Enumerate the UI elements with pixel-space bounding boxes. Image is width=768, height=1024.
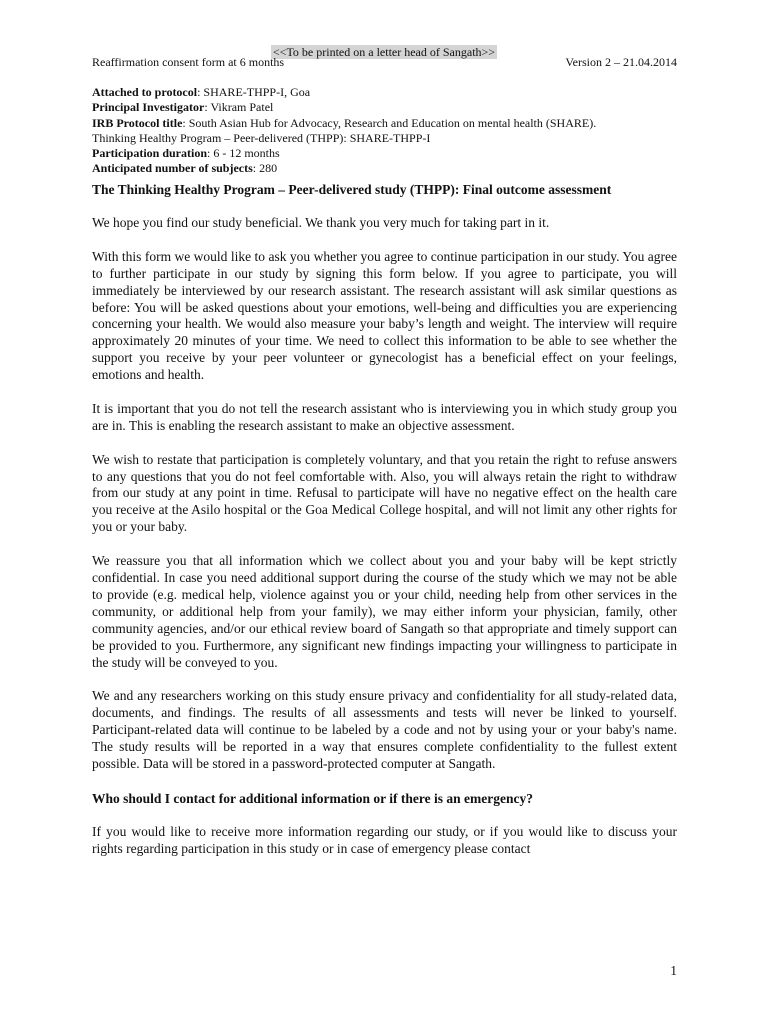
protocol-metadata [92, 85, 682, 177]
protocol-row [92, 85, 682, 100]
program-row: Thinking Healthy Program – Peer-delivered (THPP): SHARE-THPP-I [92, 130, 431, 145]
pi-row [92, 100, 682, 115]
contact-heading: Who should I contact for additional information or if there is an emergency? [92, 790, 533, 806]
study-title: The Thinking Healthy Program – Peer-delivered study (THPP): Final outcome assessment [92, 182, 612, 197]
pi-value: : Vikram Patel [204, 100, 274, 115]
version-label: Version 2 – 21.04.2014 [565, 55, 677, 69]
form-title: Reaffirmation consent form at 6 months [92, 55, 285, 69]
page-number: 1 [670, 963, 677, 978]
paragraph-thanks: We hope you find our study beneficial. We thank you very much for taking part in it. [92, 215, 550, 230]
letterhead-note: <<To be printed on a letter head of Sangath>> [272, 45, 496, 59]
irb-row [92, 116, 682, 131]
irb-value: : South Asian Hub for Advocacy, Research and Education on mental health (SHARE). [182, 115, 597, 130]
subjects-label: Anticipated number of subjects [92, 161, 253, 176]
paragraph-voluntary: We wish to restate that participation is completely voluntary, and that you retain the right to refuse answers to any questions that you do not feel comfortable with. Also, you will always retain the right to withdraw from our study at any point in time. Refusal to participate will have no negative effect on the health care you receive at the Asilo hospital or the Goa Medical College hospital, and will not limit any other rights for you or your baby. [92, 451, 677, 535]
document-body [92, 181, 677, 874]
duration-row [92, 146, 682, 161]
paragraph-contact: If you would like to receive more information regarding our study, or if you would like to discuss your rights regarding participation in this study or in case of emergency please contact [92, 823, 677, 856]
protocol-label: Attached to protocol [92, 85, 198, 99]
subjects-value: : 280 [252, 161, 278, 176]
subjects-row [92, 161, 682, 176]
paragraph-privacy: We and any researchers working on this study ensure privacy and confidentiality for all study-related data, documents, and findings. The results of all assessments and tests will never be linked to yourself. Participant-related data will continue to be labeled by a code and not by using your or your baby's name. The study results will be reported in a way that ensures complete confidentiality to the fullest extent possible. Data will be stored in a password-protected computer at Sangath. [92, 688, 677, 771]
irb-label: IRB Protocol title [92, 115, 183, 130]
duration-label: Participation duration [92, 146, 208, 161]
pi-label: Principal Investigator [92, 100, 205, 115]
paragraph-participation: With this form we would like to ask you whether you agree to continue participation in our study. You agree to further participate in our study by signing this form below. If you agree to participate, you will immediately be interviewed by our research assistant. The research assistant will ask similar questions as before: You will be asked questions about your emotions, well-being and difficulties you are experiencing concerning your health. We would also measure your baby’s length and weight. The interview will require approximately 20 minutes of your time. We need to collect this information to be able to see whether the support you receive by your peer volunteer or gynecologist has a beneficial effect on your feelings, emotions and health. [92, 248, 677, 383]
duration-value: : 6 - 12 months [207, 146, 280, 161]
protocol-value: : SHARE-THPP-I, Goa [197, 85, 311, 99]
paragraph-study-group: It is important that you do not tell the research assistant who is interviewing you in which study group you are in. This is enabling the research assistant to make an objective assessment. [92, 400, 677, 433]
paragraph-confidential: We reassure you that all information which we collect about you and your baby will be kept strictly confidential. In case you need additional support during the course of the study which we may not be able to provide (e.g. medical help, violence against you or your child, needing help from other services in the community, or additional help from your family), we may either inform your physician, family, other community agencies, and/or our ethical review board of Sangath so that appropriate and timely support can be provided to you. Furthermore, any significant new findings impacting your willingness to participate in the study will be conveyed to you. [92, 553, 677, 670]
